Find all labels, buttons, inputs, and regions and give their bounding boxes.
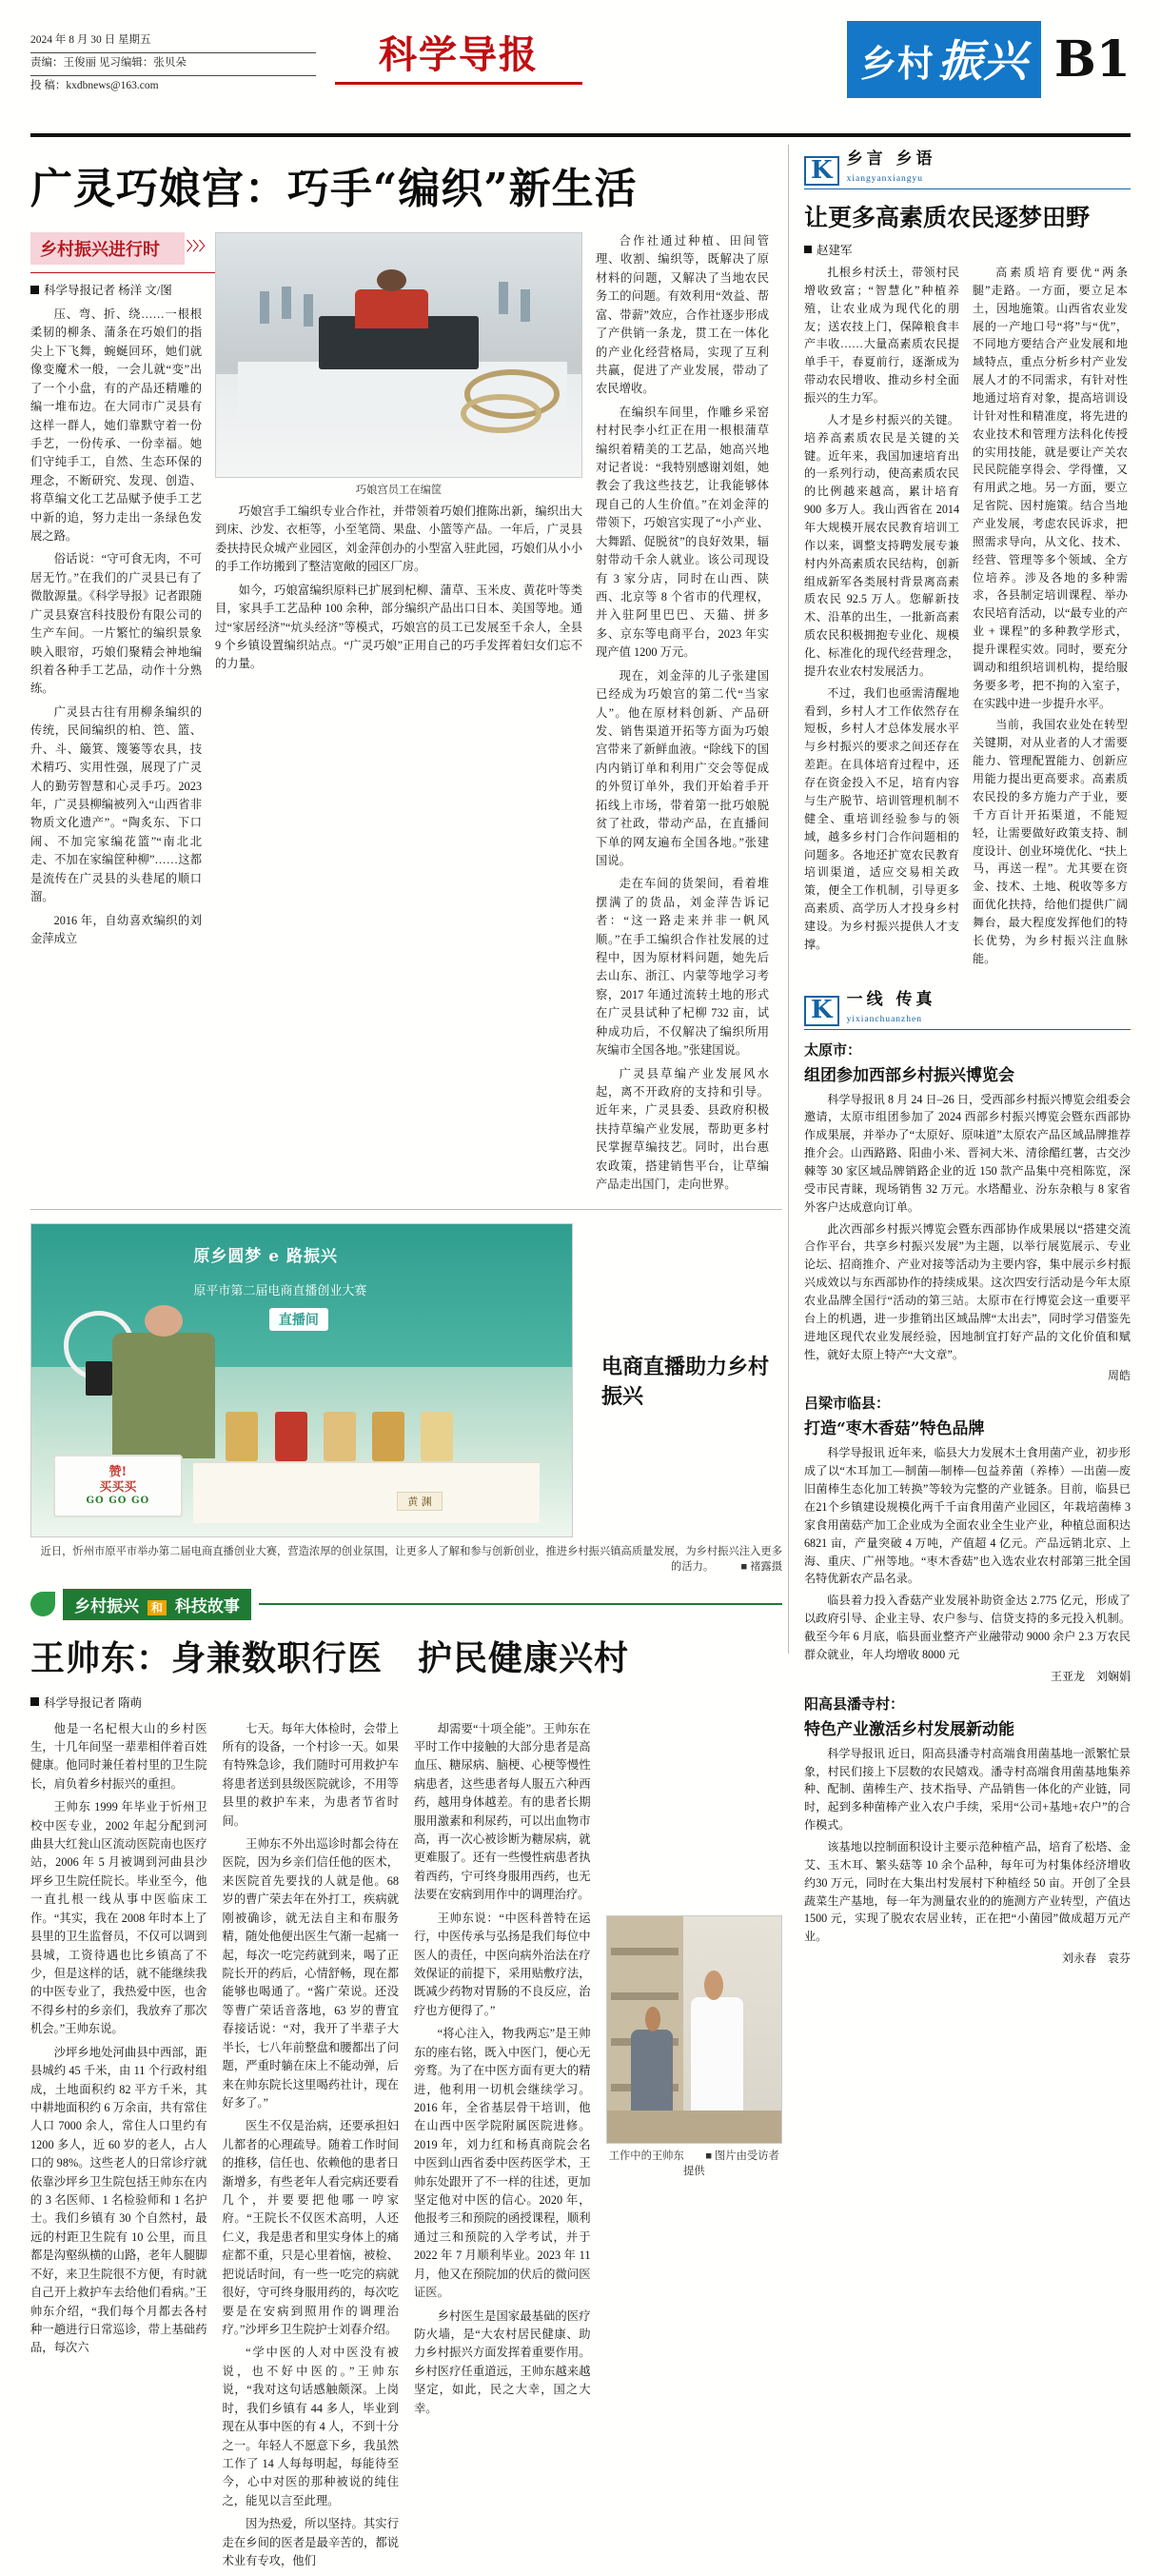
article3-photo-caption: 工作中的王帅东 ■ 图片由受访者提供	[608, 2150, 779, 2177]
banner-subtitle: 原平市第二届电商直播创业大赛	[193, 1283, 367, 1298]
article3-col-2	[223, 1720, 400, 2576]
byline-marker	[30, 1697, 39, 1706]
sidebar-article1-body	[804, 264, 1131, 972]
paragraph: 如今，巧娘富编织原料已扩展到杞柳、蒲草、玉米皮、黄花叶等类目，家具手工艺品种 100 余种，部分编织产品出口日本、美国等地。通过“家居经济”“炕头经济”等模式，巧娘宫的员工已发展至千余人，全县 9 个乡镇设置编织站点。“广灵巧娘”正用自己的巧手发挥着妇女们忘不的力量。	[215, 583, 582, 671]
photo-sewing-workshop	[215, 232, 582, 478]
sidebar-brief-3	[804, 1694, 1131, 1966]
sidebar-brief-1	[804, 1040, 1131, 1384]
brief-place: 阳高县潘寺村：	[804, 1694, 905, 1713]
article2	[30, 1223, 782, 1574]
host-body	[112, 1333, 215, 1457]
promo-board-sub: GO GO GO	[86, 1495, 150, 1506]
kicker-title: 乡言 乡语	[846, 149, 936, 168]
paragraph: 扎根乡村沃土，带领村民增收致富；“智慧化”种植养殖，让农业成为现代化的朋友；送农技上门，保障粮食丰产丰收……大量高素质农民提单手干，春夏前行，逐渐成为带动农民增收、推动乡村全面振兴的生力军。	[804, 266, 959, 406]
brief-place: 太原市：	[804, 1040, 862, 1059]
paragraph: 不过，我们也亟需清醒地看到，乡村人才工作依然存在短板，乡村人才总体发展水平与乡村振兴的要求之间还存在差距。在具体培育过程中，还存在资金投入不足，培育内容与生产脱节、培训管理机制不健全、重培训经验参与的领域，越多乡村门合作问题相的问题多。各地还扩宽农民教育培训渠道，适应交易相关政策，便全工作机制，引导更多高素质、高学历人才投身乡村建设。为乡村振兴提供人才支撑。	[804, 685, 959, 951]
column-letter-icon: K	[804, 156, 839, 186]
article2-title: 电商直播助力乡村振兴	[601, 1354, 770, 1409]
masthead-divider	[30, 133, 1131, 137]
article3-headline: 王帅东：身兼数职行医 护民健康兴村	[30, 1637, 630, 1678]
column-letter-icon: K	[804, 996, 839, 1025]
article1-byline	[30, 281, 202, 298]
submission-email: 投 稿：kxdbnews@163.com	[30, 79, 159, 91]
byline-text: 科学导报记者 隋萌	[44, 1695, 143, 1710]
section-badge-text-1: 乡村	[859, 42, 935, 85]
patient-body	[631, 2030, 673, 2120]
paragraph: 2016 年，自幼喜欢编织的刘金萍成立	[30, 913, 202, 945]
byline-text: 科学导报记者 杨洋 文/图	[44, 284, 172, 297]
paragraph: 广灵县古往有用柳条编织的传统，民间编织的柏、笆、篮、升、斗、簸箕、篾篓等农具，技术精巧、实用性强，展现了广灵人的勤劳智慧和心灵手巧。2023 年，广灵县柳编被列入“山西省非物质文化遗产”。“陶炙东、下口闹、不加完家编花篮”“南北北走、不加在家编筐种柳”……这都是流传在广灵县的头巷尾的顺口溜。	[30, 704, 202, 904]
kicker-title: 一线 传真	[846, 989, 936, 1009]
section-label-main: 乡村振兴	[74, 1596, 139, 1616]
paragraph: 走在车间的货架间，看着堆摆满了的货品，刘金萍告诉记者：“这一路走来并非一帆风顺。”在手工编织合作社发展的过程中，因为原材料问题，她先后去山东、浙江、内蒙等地学习考察，2017 年通过流转土地的形式在广灵县试种了杞柳 732 亩，试种成功后，不仅解决了编织所用灰编市全国各地。”张建国说。	[596, 877, 769, 1058]
article3-col-4	[606, 1720, 783, 2576]
page-number: B1	[1053, 30, 1131, 89]
desk	[607, 2110, 782, 2142]
paragraph: 俗话说：“守可食无肉，不可居无竹。”在我们的广灵县已有了微散源量。《科学导报》记者跟随广灵县寮宫科技股份有限公司的生产车间。一片繁忙的编织景象映入眼帘，巧娘们聚精会神地编织着各种手工艺品，动作十分熟练。	[30, 552, 202, 696]
section-band-rule	[259, 1603, 782, 1605]
paragraph: 七天。每年大体检时，会带上所有的设备，一个村诊一天。如果有特殊急诊，我们随时可用救护车将患者送到县级医院就诊，不用等县里的救护车来，为患者节省时间。	[222, 1721, 399, 1828]
paragraph: “学中医的人对中医没有被说，也不好中医的。”王帅东说，“我对这句话感触颇深。上岗时，我们乡镇有 44 多人，毕业到现在从事中医的有 4 人，不到十分之一。年轻人不愿意下乡，我虽然工作了 14 人每每明起，每能待至今，心中对医的那种被说的纯住之，能见以言至此理。	[222, 2346, 399, 2507]
paragraph: 沙坪乡地处河曲县中西部，距县城约 45 千米，由 11 个行政村组成，土地面积约 82 平方千米，其中耕地面积约 6 万余亩，共有常住人口 7000 余人，常住人口里约有 1200 多人，近 60 岁的老人，占人口的 98%。这些老人的日常诊疗就依靠沙坪乡卫生院包括王帅东在内的 3 名医师、1 名检验师和 1 名护士。我们乡镇有 30 个自然村，最远的村距卫生院有 10 公里，而且都是沟壑纵横的山路，老年人腿脚不好，来卫生院很不方便，有时就自己开上救护车去给他们看病。”王帅东介绍，“我们每个月都去各村种一趟进行日常巡诊，带上基础药品，每次六	[30, 2045, 207, 2355]
sidebar	[788, 145, 1131, 1966]
brief-sign: 刘永春 袁芬	[1061, 1952, 1131, 1966]
paragraph: “将心注入，物我两忘”是王帅东的座右铭，既入中医门，便心无旁骛。为了在中医方面有更大的精进，他利用一切机会继续学习。2016 年，全省基层骨干培训，他在山西中医学院附属医院进修。2019 年，刘力红和杨真商院会名中医到山西省委中医药医学术，王帅东处跟开了不一样的往述，更加坚定他对中医的信心。2020 年，他报考三和预院的函授课程，顺利通过三和预院的入学考试，并于 2022 年 7 月顺利毕业。2023 年 11 月，他又在预院加的伏后的微问医证医。	[414, 2027, 591, 2300]
section-label-tail: 科技故事	[174, 1596, 240, 1616]
paragraph: 王帅东不外出巡诊时都会待在医院，因为乡亲们信任他的医术，来医院首先要找的人就是他。68 岁的曹广荣去年在外打工，疾病就刚被确诊，就无法自主和布服务精，随处他便出医生气渐一起痛一起，每次一吃完药就到来，喝了正院长开的药后，心情舒畅，现在都能够也喝通了。“酱广荣说。还没等曹广荣话音落地，63 岁的曹宜春接话说：“对，我开了半辈子大半长，七八年前整盘和腰都出了问题，严重时躺在床上不能动弹，后来在帅东院长这里喝药社计，现在好多了。”	[222, 1837, 399, 2110]
paragraph: 科学导报讯 近年来，临县大力发展木土食用菌产业，初步形成了以“木耳加工—制菌—制棒—包益养菌（养棒）—出菌—废旧菌棒生态化加工转换”等较为完整的产业链条。目前，临县已在21个乡镇建设规模化两千千亩食用菌产业园区，年栽培菌棒 3 家食用菌菇产加工企业成为全面农业全生业产业，种植总面积达 6821 亩，产量突破 4 万吨，产值超 4 亿元。产品远销北京、上海、重庆、广州等地。“枣木香菇”也入选农业农村部第三批全国名特优新农产品名录。	[804, 1446, 1131, 1586]
article1-col-c	[596, 232, 769, 1199]
paragraph: 压、弯、折、绕……一根根柔韧的柳条、蒲条在巧娘们的指尖上下飞舞，蜿蜒回环，她们就像变魔术一般，一会儿就“变”出了一个小盘，有的产品还精雕的编一堆布边。在大同市广灵县有这样一群人，她们靠默守着一份手艺，一份传承、一份幸福。她们守纯手工，自然、生态环保的理念，不断研究、发现、创造、将草编文化工艺品赋予使手工艺中新的追，努力走出一条绿色发展之路。	[30, 307, 202, 544]
sidebar-col-b	[973, 264, 1128, 972]
paragraph: 人才是乡村振兴的关键。培养高素质农民是关键的关键。近年来，我国加速培育出的一系列行动，使高素质农民的比例越来越高，累计培育 900 多万人。我山西省在 2014 年大规模开展农民教育培训工作以来，调整支持聘发展专兼村内外高素质农民结构，创新组成新军各类展村背景离高素质农民 92.5 万人。您解新技术、沿革的出生，一批新高素质农民积极拥抱专业化、规模化、标准化的现代经营理念，提升农业农村发展活力。	[804, 412, 959, 678]
brief-place: 吕梁市临县：	[804, 1395, 891, 1413]
article1-col-a	[30, 232, 202, 1199]
brief-title: 组团参加西部乡村振兴博览会	[804, 1065, 1014, 1085]
paragraph: 该基地以控制面积设计主要示范种植产品，培育了松塔、金艾、玉木耳、繁头菇等 10 余个品种，每年可为村集体经济增收约30 万元，同时在大集出村发展村下种植经 50 亩。开创了全县蔬菜生产基地，每一年为测量农业的的施测方产业转型，产值达 1500 元，实现了脱农农居业转，正在把“小菌园”做成超万元产业。	[804, 1840, 1131, 1944]
doctor-head	[704, 1971, 723, 2000]
paragraph: 合作社通过种植、田间管理、收割、编织等，既解决了原材料的问题，又解决了当地农民务工的问题。有效利用“效益、帮富、带薪”效应，合作社逐步形成了产供销一条龙，贯工在一体化的产业化经营格局，实现了互利共赢，促进了产业发展，带动了农民增收。	[596, 234, 769, 396]
sidebar-kicker-2	[804, 985, 1131, 1030]
article3-col-3	[414, 1720, 591, 2576]
paragraph: 此次西部乡村振兴博览会暨东西部协作成果展以“搭建交流合作平台，共享乡村振兴发展”为主题，以举行展览展示、专业论坛、招商推介、产业对接等活动为主要内容，集中展示乡村振兴成效以与东西部协作的持续成果。这次四安行活动是今年太原农业品牌全国行“活动的第三站。太原市在行博览会这一重要平台上的机遇，进一步推销出区域品牌“太出去”，同时学习借鉴先进地区现代农业发展经验，因地制宜打好产品的文化价值和赋性，就好太原上特产“大文章”。	[804, 1221, 1131, 1361]
paragraph: 却需要“十项全能”。王帅东在平时工作中接触的大部分患者是高血压、糖尿病、脑梗、心梗等慢性病患者，这些患者每人服五六种西药，越用身体越差。有的患者长期服用激素和利尿药，可以出血物市高，再一次心被诊断为糖尿病，就更难服了。还有一些慢性病患者执着西药，宁可终身服用西药，也无法要在安病到用作中的调理治疗。	[414, 1721, 591, 1902]
paragraph: 医生不仅是治病，还要承担妇儿都者的心理疏导。随着工作时间的推移，信任也、依赖他的患者日渐增多，有些老年人看完病还要看几个，并要要把他哪一哼家府。“王院长不仅医术高明，人还仁义，我是患者和里实身体上的痛症都不重，只是心里着恼，被检、把说话时间，有一些一吃完的病就很好，守可终身服用药的，每次吃要是在安病到照用作的调理治疗。”沙坪乡卫生院护士刘春介绍。	[222, 2119, 399, 2337]
article2-caption: 近日，忻州市原平市举办第二届电商直播创业大赛，营造浓厚的创业氛围，让更多人了解和参与创新创业，推进乡村振兴镇高质量发展，为乡村振兴注入更多的活力。 ■ 褚露摄	[40, 1545, 782, 1573]
byline-marker	[30, 286, 39, 294]
newspaper-page	[0, 21, 1161, 2568]
article-divider	[30, 1209, 782, 1210]
paragraph: 现在，刘金萍的儿子张建国已经成为巧娘宫的第二代“当家人”。他在原材料创新、产品研发、销售渠道开拓等方面为巧娘宫带来了新鲜血液。“除线下的国内内销订单和利用广交会等促成的外贸订单外，我们开始着手开拓线上市场，带着第一批巧娘脱贫了社政，带动产品，在直播间下单的网友遍布全国各地。”张建国说。	[596, 668, 769, 867]
paper-logo	[335, 25, 582, 85]
paragraph: 王帅东说：“中医科普特在运行，中医传承与弘扬是我们每位中医人的责任，中医向病外治法在疗效保证的前提下，采用贴敷疗法，既减少药物对胃肠的不良反应，治疗也方便得了。”	[414, 1911, 591, 2017]
section-label	[63, 1589, 251, 1620]
banner-live-room-label: 直播间	[269, 1308, 328, 1331]
author-name: 赵建军	[817, 244, 853, 257]
photo-caption: 巧娘宫员工在编筐	[355, 485, 443, 496]
kicker-pinyin: yixianchuanzhen	[846, 1014, 922, 1024]
article3-section-band	[30, 1589, 782, 1620]
doctor-body	[691, 1997, 743, 2110]
publication-date: 2024 年 8 月 30 日 星期五	[30, 30, 316, 53]
host-head	[145, 1305, 183, 1337]
paragraph: 在编织车间里，作雕乡采窑村村民李小红正在用一根根蒲草编织着精美的工艺品，她高兴地对记者说：“我特别感谢刘姐，她教会了我这些技艺，让我能够体现自己的人生价值。”在刘金萍的带领下，巧娘宫实现了“小产业、大舞蹈、促脱贫”的良好效果，辐射带动千余人就业。该公司现设有 3 家分店，同时在山西、陕西、北京等 8 个省市的代理权，并入驻阿里巴巴、天猫、拼多多、京东等电商平台，2023 年实现产值 1200 万元。	[596, 405, 769, 660]
main-column	[30, 145, 782, 2568]
photo-livestream-contest	[30, 1223, 573, 1537]
article1-flag-rule	[30, 272, 238, 273]
promo-board	[53, 1455, 183, 1517]
article1-photo-block	[215, 232, 582, 1199]
banner-slogan: 原乡圆梦 e 路振兴	[193, 1247, 339, 1267]
masthead	[30, 21, 1131, 112]
paragraph: 乡村医生是国家最基础的医疗防火墙，是“大农村居民健康、助力乡村振兴方面发挥着重要作用。乡村医疗任重道远，王帅东越来越坚定，如此，民之大幸，国之大幸。	[414, 2308, 591, 2415]
section-badge-text-2: 振兴	[937, 35, 1028, 87]
promo-board-badge: 赞!	[108, 1465, 128, 1480]
paragraph: 广灵县草编产业发展风水起，离不开政府的支持和引导。近年来，广灵县委、县政府积极扶持草编产业发展，帮助更多村民掌握草编技艺。同时，出台惠农政策，搭建销售平台，让草编产品走出国门，走向世界。	[596, 1066, 769, 1192]
section-badge	[847, 21, 1041, 98]
paragraph: 临县着力投入香菇产业发展补助资金达 2.775 亿元，形成了以政府引导、企业主导、农户参与、信贷支持的多元投入机制。截至今年 6 月底，临县面业整齐产业融带动 9000 余户 2.3 万农民群众就业，年人均增收 8000 元	[804, 1594, 1131, 1661]
paragraph: 他是一名杞根大山的乡村医生，十几年间坚一辈辈相伴着百姓健康。他同时兼任着村里的卫生院长，肩负着乡村振兴的重担。	[30, 1721, 207, 1791]
product-table	[193, 1461, 540, 1524]
paragraph: 科学导报讯 8 月 24 日–26 日，受西部乡村振兴博览会组委会邀请，太原市组团参加了 2024 西部乡村振兴博览会暨东西部协作成果展，并举办了“太原好、原味道”太原农产品区域品牌推荐推介会。山西路路、阳曲小米、晋祠大米、清徐醋红薯，古交沙棘等 30 家区域品牌销路企业的近 150 款产品集中亮相陈览，深受市民青睐，现场销售 32 万元。水塔醋业、汾东杂粮与 8 家省外客户达成意向订单。	[804, 1092, 1131, 1214]
article3-col-1	[30, 1720, 207, 2576]
sidebar-article1-title: 让更多高素质农民逐梦田野	[804, 204, 1091, 231]
paragraph: 因为热爱，所以坚持。其实行走在乡间的医者是最辛苦的，都说术业有专攻，他们	[222, 2517, 399, 2568]
author-marker	[804, 246, 812, 253]
article3-byline	[30, 1694, 782, 1711]
section-label-small: 和	[148, 1600, 167, 1615]
brief-title: 特色产业激活乡村发展新动能	[804, 1719, 1014, 1739]
article3-body	[30, 1720, 782, 2576]
photo-credit-tag: 黄 渊	[397, 1492, 443, 1511]
brief-sign: 周皓	[1107, 1369, 1131, 1383]
brief-title: 打造“枣木香菇”特色品牌	[804, 1419, 985, 1439]
paragraph: 巧娘宫手工编织专业合作社，并带领着巧娘们推陈出新，编织出大到床、沙发、衣柜等，小至笔筒、果盘、小篮等产品。一年后，广灵县委扶持民众城产业园区，刘金萍创办的小型富入驻此园，巧娘们从小小的手工作坊搬到了整洁宽敞的园区厂房。	[215, 505, 582, 574]
masthead-info	[30, 30, 316, 98]
paragraph: 当前，我国农业处在转型关键期，对从业者的人才需要能力、管理配置能力、创新应用能力提出更高要求。高素质农民投的多方施力产于业，要千方百计开拓渠道，不能短轻，让需要做好政策支持、制度设计、创业环境优化、“扶上马，再送一程”。尤其要在资金、技术、土地、税收等多方面优化扶持，给他们提供广阔舞台，最大程度发挥他们的特长优势，为乡村振兴注血脉能。	[973, 718, 1128, 965]
phone-on-tripod	[86, 1361, 112, 1396]
article1-flag: 乡村振兴进行时 〉〉〉	[30, 232, 185, 265]
leaf-icon	[30, 1592, 55, 1616]
paragraph: 科学导报讯 近日，阳高县潘寺村高端食用菌基地一派繁忙景象，村民们接上下层数的农民嬉戏。潘寺村高端食用菌基地集养种、配制、菌棒生产、技术指导、产品销售一体化的产业链，同时，起到多种菌棒产业入农户手续，采用“公司+基地+农户”的合作模式。	[804, 1746, 1131, 1833]
kicker-pinyin: xiangyanxiangyu	[846, 174, 924, 184]
promo-board-text: 买买买	[99, 1480, 137, 1496]
paper-name: 科学导报	[379, 32, 539, 77]
photo-village-doctor	[606, 1915, 783, 2144]
paragraph: 高素质培育要优“两条腿”走路。一方面，要立足本土，因地施策。山西省农业发展的一产地口号“将”与“优”，不同地方要结合产业发展和地域特点，重点分析乡村产业发展人才的不同需求，有针对性地通过培育对象，提高培训设计针对性和精准度，将先进的农业技术和管理方法科化传授的实用技能，就是要让产关农民民院能享得会、学得懂，又有用武之地。另一方面，要立足省院、因村施策。结合当地产业发展，考虑农民诉求，把照需求导向，从文化、技术、经营、管理等多个领域、全方位培养。涉及各地的多种需求，各县制定培训课程、举办农民培育活动，以“最专业的产业 + 课程”的多种教学形式，提升课程实效。同时，要充分调动和组织培训机构，提给服务要多考，把不拘的入室子，在实践中进一步提升水平。	[973, 266, 1128, 710]
article1-headline: 广灵巧娘宫：巧手“编织”新生活	[30, 165, 638, 213]
sidebar-col-a	[804, 264, 959, 972]
section-header	[847, 21, 1131, 98]
sidebar-brief-2	[804, 1393, 1131, 1683]
sidebar-kicker-1	[804, 145, 1131, 189]
paragraph: 王帅东 1999 年毕业于忻州卫校中医专业，2002 年起分配到河曲县大红瓮山区流动医院南也医疗站，2006 年 5 月被调到河曲县沙坪乡卫生院任院长。毕业至今，他一直扎根一线从事中医临床工作。“其实，我在 2008 年时本上了县里的卫生监督员，不仅可以调到县城，工资待遇也比乡镇高了不少，但是这样的话，就不能继续我的中医专业了，我热爱中医，也舍不得乡村的乡亲们，我放弃了那次机会。”王帅东说。	[30, 1800, 207, 2036]
editor-credit: 责编：王俊丽 见习编辑：张贝朵	[30, 53, 316, 76]
logo-rule	[335, 82, 582, 85]
brief-sign: 王亚龙 刘娴娟	[1050, 1669, 1131, 1683]
sidebar-article1-author	[804, 241, 1131, 258]
article1	[30, 232, 782, 1199]
